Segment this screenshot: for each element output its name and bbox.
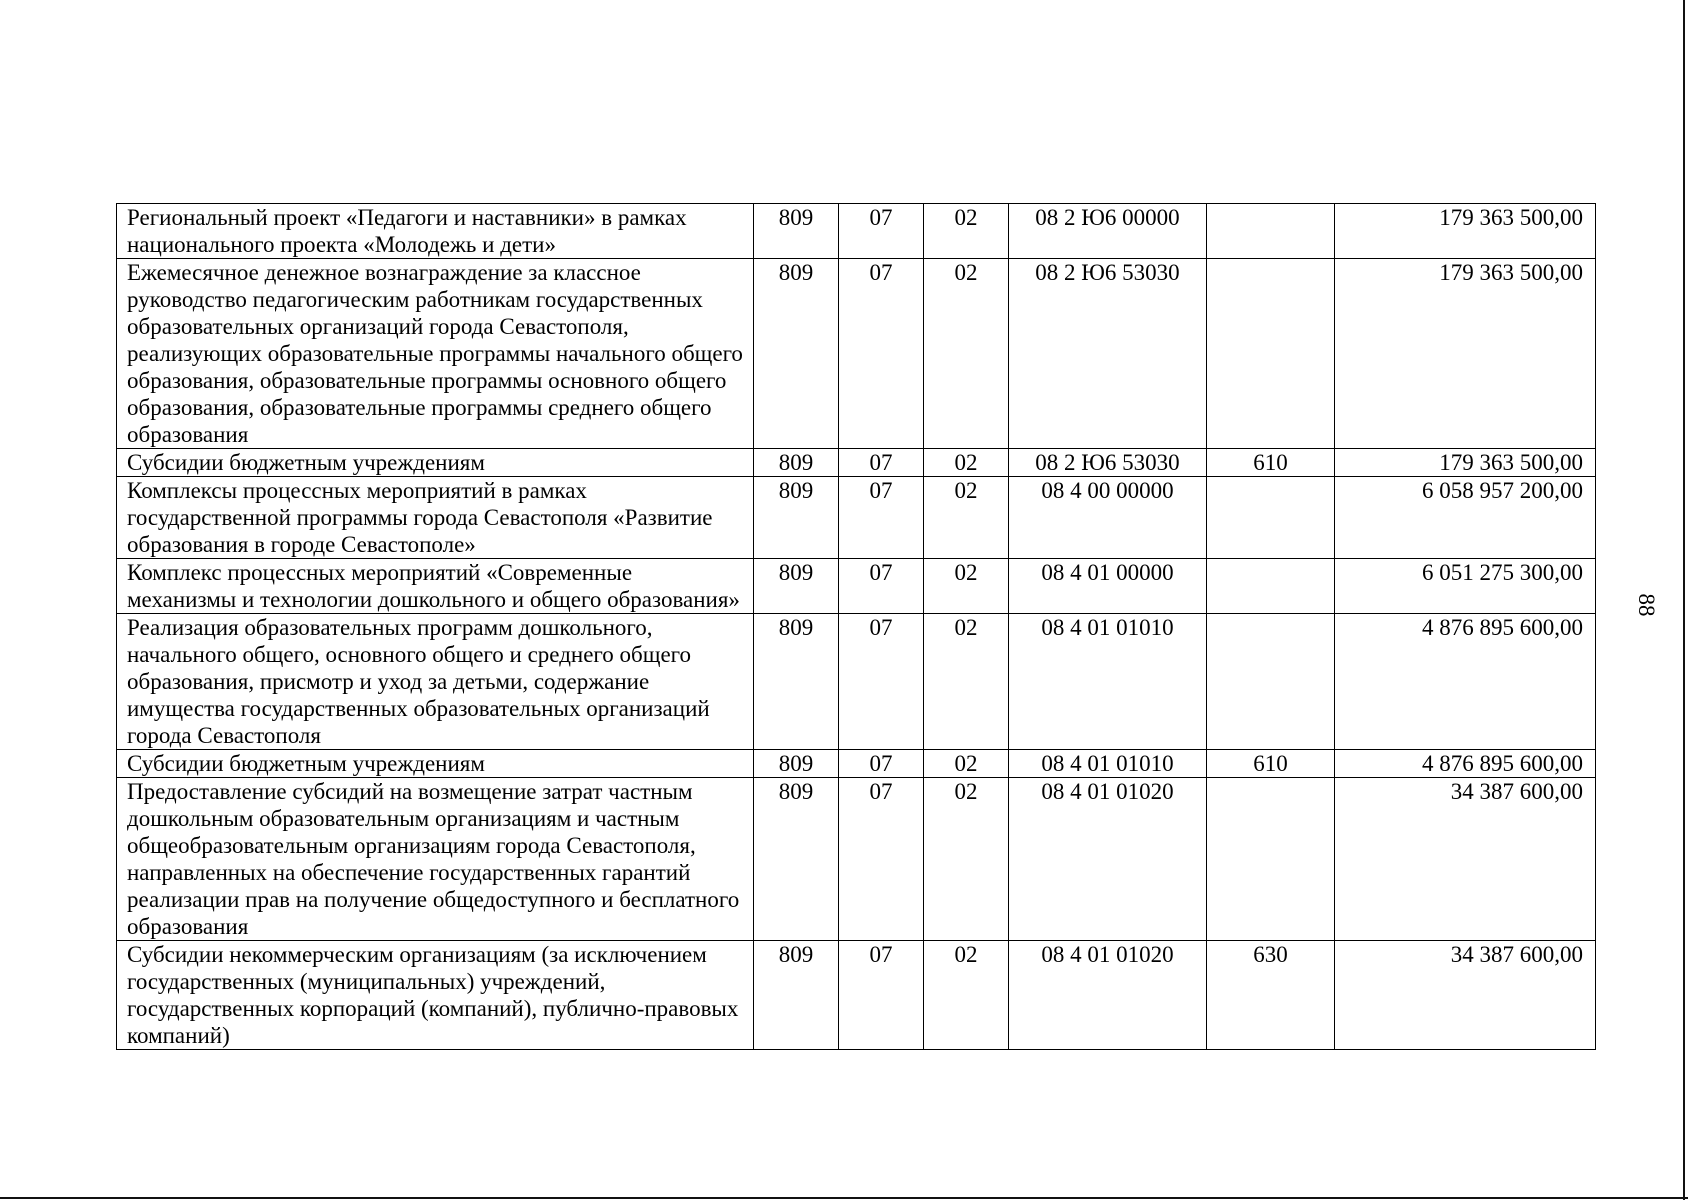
scan-edge-right [1683, 0, 1685, 1200]
table-row [117, 614, 1596, 750]
row-amount-cell: 6 051 275 300,00 [1335, 559, 1596, 614]
row-amount-cell: 4 876 895 600,00 [1335, 750, 1596, 778]
row-department-code-cell: 809 [754, 477, 839, 559]
table-row [117, 477, 1596, 559]
row-section-code-cell: 07 [839, 778, 924, 941]
row-expense-type-cell: 610 [1207, 750, 1335, 778]
row-amount-cell: 179 363 500,00 [1335, 204, 1596, 259]
row-amount-cell: 34 387 600,00 [1335, 941, 1596, 1050]
row-expense-type-cell [1207, 204, 1335, 259]
row-name-cell: Региональный проект «Педагоги и наставники» в рамках национального проекта «Молодежь и дети» [117, 204, 754, 259]
row-subsection-code-cell: 02 [924, 778, 1009, 941]
table-row [117, 204, 1596, 259]
row-amount-cell: 6 058 957 200,00 [1335, 477, 1596, 559]
row-department-code-cell: 809 [754, 941, 839, 1050]
page-number: 88 [1634, 593, 1659, 617]
row-section-code-cell: 07 [839, 614, 924, 750]
row-subsection-code-cell: 02 [924, 477, 1009, 559]
table-row [117, 941, 1596, 1050]
row-target-article-cell: 08 2 Ю6 00000 [1009, 204, 1207, 259]
row-section-code-cell: 07 [839, 559, 924, 614]
row-section-code-cell: 07 [839, 477, 924, 559]
row-expense-type-cell: 610 [1207, 449, 1335, 477]
row-target-article-cell: 08 2 Ю6 53030 [1009, 449, 1207, 477]
row-amount-cell: 179 363 500,00 [1335, 259, 1596, 449]
row-amount-cell: 179 363 500,00 [1335, 449, 1596, 477]
row-subsection-code-cell: 02 [924, 941, 1009, 1050]
row-target-article-cell: 08 4 01 01020 [1009, 778, 1207, 941]
row-department-code-cell: 809 [754, 449, 839, 477]
table-row [117, 750, 1596, 778]
row-section-code-cell: 07 [839, 259, 924, 449]
row-target-article-cell: 08 2 Ю6 53030 [1009, 259, 1207, 449]
row-subsection-code-cell: 02 [924, 204, 1009, 259]
row-expense-type-cell: 630 [1207, 941, 1335, 1050]
row-target-article-cell: 08 4 00 00000 [1009, 477, 1207, 559]
row-name-cell: Комплекс процессных мероприятий «Современные механизмы и технологии дошкольного и общего образования» [117, 559, 754, 614]
row-target-article-cell: 08 4 01 00000 [1009, 559, 1207, 614]
row-expense-type-cell [1207, 614, 1335, 750]
row-name-cell: Предоставление субсидий на возмещение затрат частным дошкольным образовательным организациям и частным общеобразовательным организациям города Севастополя, направленных на обеспечение государственных гарантий реализации прав на получение общедоступного и бесплатного образования [117, 778, 754, 941]
row-amount-cell: 4 876 895 600,00 [1335, 614, 1596, 750]
row-name-cell: Реализация образовательных программ дошкольного, начального общего, основного общего и среднего общего образования, присмотр и уход за детьми, содержание имущества государственных образовательных организаций города Севастополя [117, 614, 754, 750]
row-subsection-code-cell: 02 [924, 259, 1009, 449]
row-department-code-cell: 809 [754, 204, 839, 259]
row-section-code-cell: 07 [839, 204, 924, 259]
table-row [117, 259, 1596, 449]
row-expense-type-cell [1207, 259, 1335, 449]
budget-table [116, 203, 1596, 1050]
row-name-cell: Субсидии бюджетным учреждениям [117, 449, 754, 477]
row-department-code-cell: 809 [754, 259, 839, 449]
row-section-code-cell: 07 [839, 750, 924, 778]
row-section-code-cell: 07 [839, 941, 924, 1050]
row-subsection-code-cell: 02 [924, 614, 1009, 750]
row-expense-type-cell [1207, 778, 1335, 941]
scan-edge-bottom [0, 1197, 1688, 1199]
row-expense-type-cell [1207, 477, 1335, 559]
row-amount-cell: 34 387 600,00 [1335, 778, 1596, 941]
row-section-code-cell: 07 [839, 449, 924, 477]
row-department-code-cell: 809 [754, 778, 839, 941]
row-department-code-cell: 809 [754, 559, 839, 614]
row-target-article-cell: 08 4 01 01010 [1009, 614, 1207, 750]
row-department-code-cell: 809 [754, 614, 839, 750]
row-subsection-code-cell: 02 [924, 750, 1009, 778]
row-subsection-code-cell: 02 [924, 559, 1009, 614]
row-target-article-cell: 08 4 01 01020 [1009, 941, 1207, 1050]
table-row [117, 559, 1596, 614]
row-target-article-cell: 08 4 01 01010 [1009, 750, 1207, 778]
row-name-cell: Субсидии бюджетным учреждениям [117, 750, 754, 778]
row-name-cell: Ежемесячное денежное вознаграждение за классное руководство педагогическим работникам государственных образовательных организаций города Севастополя, реализующих образовательные программы начального общего образования, образовательные программы основного общего образования, образовательные программы среднего общего образования [117, 259, 754, 449]
table-row [117, 449, 1596, 477]
row-subsection-code-cell: 02 [924, 449, 1009, 477]
row-expense-type-cell [1207, 559, 1335, 614]
table-row [117, 778, 1596, 941]
row-department-code-cell: 809 [754, 750, 839, 778]
row-name-cell: Комплексы процессных мероприятий в рамках государственной программы города Севастополя «Развитие образования в городе Севастополе» [117, 477, 754, 559]
budget-table-body [117, 204, 1596, 1050]
row-name-cell: Субсидии некоммерческим организациям (за исключением государственных (муниципальных) учреждений, государственных корпораций (компаний), публично-правовых компаний) [117, 941, 754, 1050]
